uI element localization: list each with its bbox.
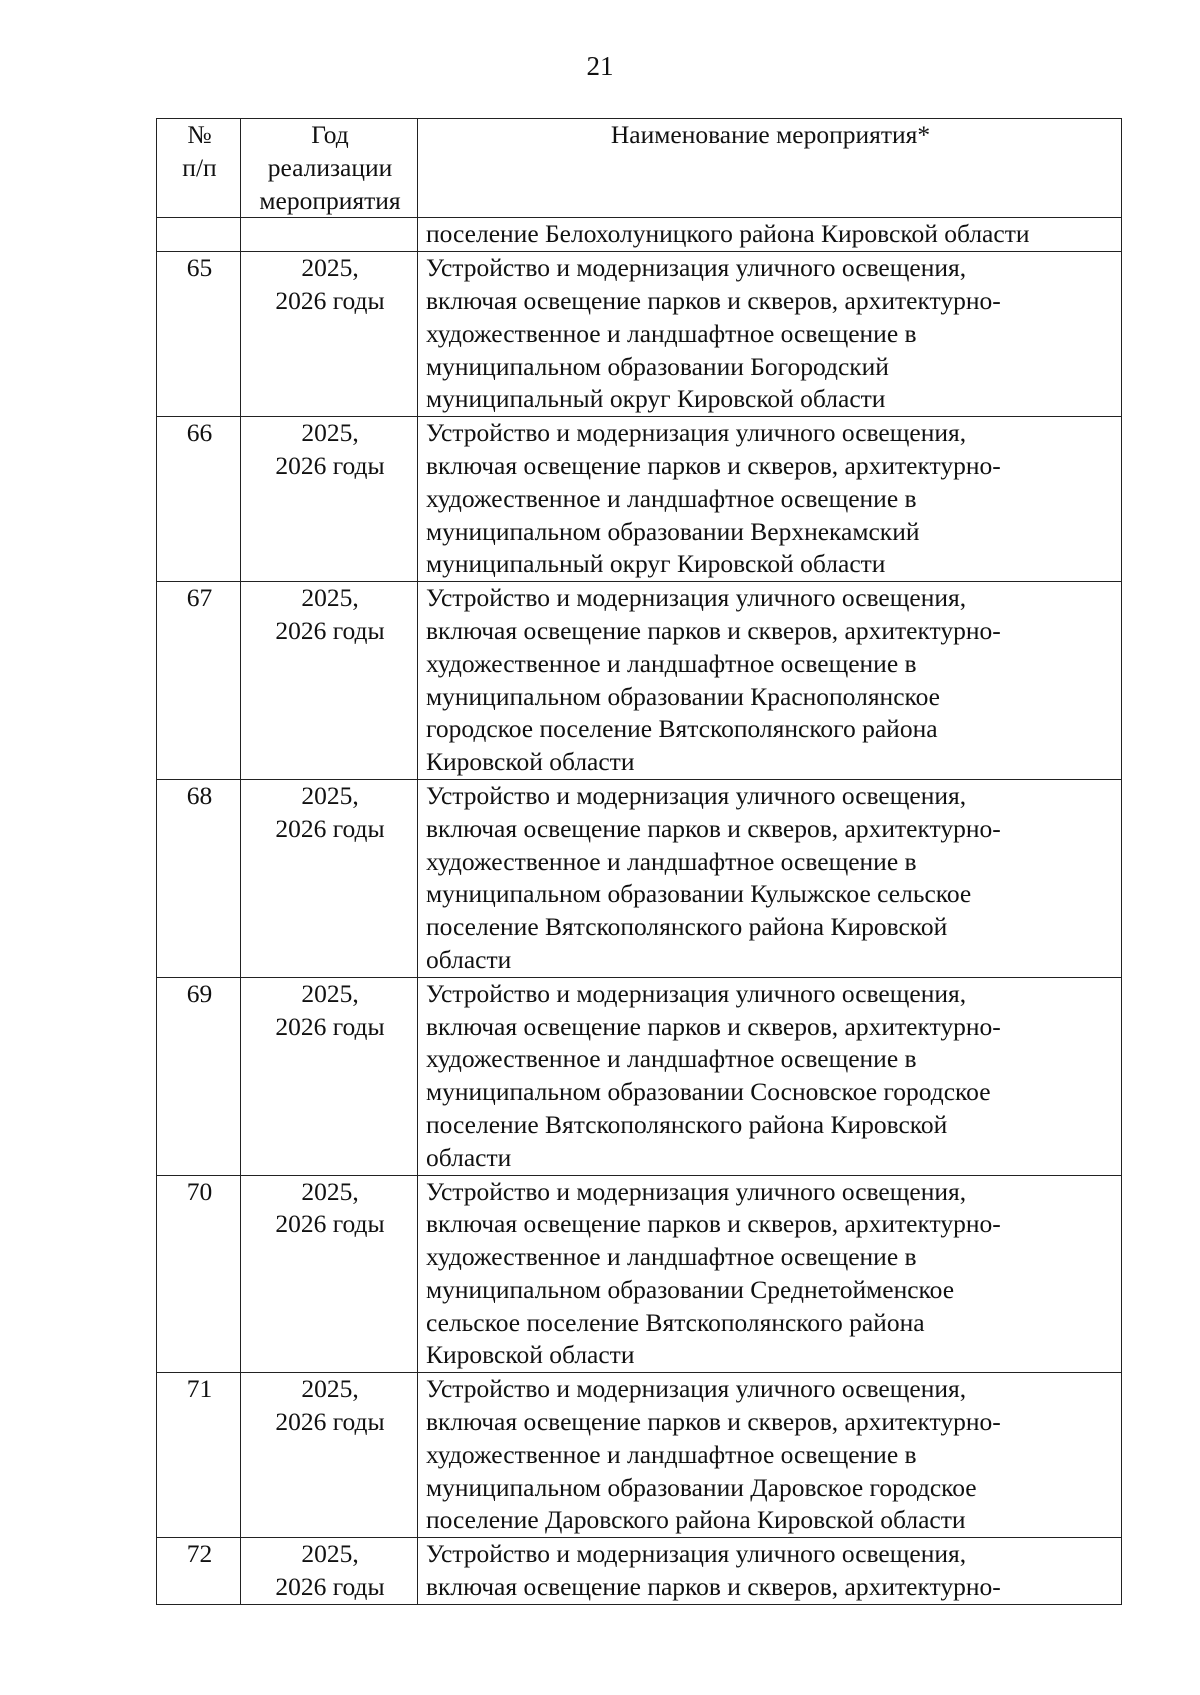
table-body xyxy=(157,218,1122,1604)
row-year-line: 2026 годы xyxy=(275,450,385,480)
row-year xyxy=(241,252,418,417)
header-number-line: п/п xyxy=(182,152,217,182)
table-row xyxy=(157,252,1122,417)
table-row xyxy=(157,977,1122,1175)
row-year xyxy=(241,779,418,977)
row-name-line: поселение Вятскополянского района Кировской xyxy=(426,912,948,942)
row-name-line: включая освещение парков и скверов, архитектурно- xyxy=(426,615,1001,645)
row-name-line: поселение Белохолуницкого района Кировской области xyxy=(426,219,1030,249)
row-name xyxy=(418,1373,1122,1538)
row-name-line: включая освещение парков и скверов, архитектурно- xyxy=(426,450,1001,480)
row-name-line: художественное и ландшафтное освещение в xyxy=(426,483,917,513)
row-name-line: Устройство и модернизация уличного освещения, xyxy=(426,583,967,613)
row-year xyxy=(241,1538,418,1605)
row-name-line: муниципальный округ Кировской области xyxy=(426,384,886,414)
row-name-line: включая освещение парков и скверов, архитектурно- xyxy=(426,1407,1001,1437)
table-row xyxy=(157,779,1122,977)
row-year xyxy=(241,1175,418,1373)
row-number: 67 xyxy=(157,582,241,780)
row-name-line: поселение Даровского района Кировской области xyxy=(426,1505,966,1535)
row-name-line: художественное и ландшафтное освещение в xyxy=(426,648,917,678)
row-name xyxy=(418,779,1122,977)
row-name-line: Устройство и модернизация уличного освещения, xyxy=(426,253,967,283)
table-row xyxy=(157,417,1122,582)
table-row xyxy=(157,218,1122,252)
row-year xyxy=(241,417,418,582)
table-row xyxy=(157,1373,1122,1538)
row-year xyxy=(241,582,418,780)
row-name-line: городское поселение Вятскополянского района xyxy=(426,714,938,744)
row-name-line: включая освещение парков и скверов, архитектурно- xyxy=(426,285,1001,315)
page-number: 21 xyxy=(586,51,614,81)
row-name xyxy=(418,1175,1122,1373)
row-year-line: 2025, xyxy=(301,253,359,283)
row-year xyxy=(241,1373,418,1538)
row-number: 66 xyxy=(157,417,241,582)
row-number: 68 xyxy=(157,779,241,977)
header-number xyxy=(157,119,241,218)
row-name-line: поселение Вятскополянского района Кировской xyxy=(426,1109,948,1139)
row-name-line: включая освещение парков и скверов, архитектурно- xyxy=(426,1011,1001,1041)
row-name xyxy=(418,252,1122,417)
table-row xyxy=(157,1175,1122,1373)
row-name-line: включая освещение парков и скверов, архитектурно- xyxy=(426,1209,1001,1239)
row-number: 69 xyxy=(157,977,241,1175)
row-name xyxy=(418,417,1122,582)
row-name-line: муниципальном образовании Богородский xyxy=(426,351,889,381)
row-name-line: муниципальный округ Кировской области xyxy=(426,549,886,579)
row-name-line: муниципальном образовании Краснополянское xyxy=(426,681,940,711)
row-name-line: Устройство и модернизация уличного освещения, xyxy=(426,1176,967,1206)
row-name-line: Кировской области xyxy=(426,1340,635,1370)
row-name-line: области xyxy=(426,944,512,974)
row-name-line: включая освещение парков и скверов, архитектурно- xyxy=(426,1572,1001,1602)
row-year-line: 2025, xyxy=(301,780,359,810)
row-number: 65 xyxy=(157,252,241,417)
row-number: 72 xyxy=(157,1538,241,1605)
row-name-line: художественное и ландшафтное освещение в xyxy=(426,1439,917,1469)
row-number xyxy=(157,218,241,252)
row-name xyxy=(418,977,1122,1175)
header-year-line: мероприятия xyxy=(259,185,401,215)
table-row xyxy=(157,1538,1122,1605)
row-name-line: муниципальном образовании Кулыжское сельское xyxy=(426,879,972,909)
table-row xyxy=(157,582,1122,780)
row-name-line: муниципальном образовании Сосновское городское xyxy=(426,1077,991,1107)
header-name-line: Наименование мероприятия* xyxy=(610,120,931,149)
row-name xyxy=(418,582,1122,780)
row-name-line: Устройство и модернизация уличного освещения, xyxy=(426,978,967,1008)
row-name-line: сельское поселение Вятскополянского района xyxy=(426,1307,925,1337)
row-name-line: художественное и ландшафтное освещение в xyxy=(426,318,917,348)
header-name xyxy=(418,119,1122,218)
row-year xyxy=(241,977,418,1175)
row-name xyxy=(418,1538,1122,1605)
row-name xyxy=(418,218,1122,252)
row-year-line: 2026 годы xyxy=(275,1572,385,1602)
row-year-line: 2025, xyxy=(301,583,359,613)
table-header-row xyxy=(157,119,1122,218)
row-name-line: художественное и ландшафтное освещение в xyxy=(426,846,917,876)
row-year-line: 2025, xyxy=(301,1539,359,1569)
header-year-line: Год xyxy=(311,120,349,149)
row-name-line: Кировской области xyxy=(426,747,635,777)
row-name-line: муниципальном образовании Верхнекамский xyxy=(426,516,920,546)
row-name-line: области xyxy=(426,1142,512,1172)
row-year-line: 2025, xyxy=(301,1374,359,1404)
row-year-line: 2026 годы xyxy=(275,1011,385,1041)
row-name-line: включая освещение парков и скверов, архитектурно- xyxy=(426,813,1001,843)
row-name-line: Устройство и модернизация уличного освещения, xyxy=(426,1374,967,1404)
measures-table xyxy=(156,118,1122,1605)
row-name-line: Устройство и модернизация уличного освещения, xyxy=(426,418,967,448)
row-name-line: художественное и ландшафтное освещение в xyxy=(426,1044,917,1074)
row-year-line: 2026 годы xyxy=(275,813,385,843)
row-number: 70 xyxy=(157,1175,241,1373)
row-year-line: 2025, xyxy=(301,1176,359,1206)
row-name-line: Устройство и модернизация уличного освещения, xyxy=(426,780,967,810)
header-year-line: реализации xyxy=(267,152,393,182)
row-name-line: Устройство и модернизация уличного освещения, xyxy=(426,1539,967,1569)
row-name-line: муниципальном образовании Даровское городское xyxy=(426,1472,977,1502)
row-year-line: 2026 годы xyxy=(275,615,385,645)
row-year-line: 2026 годы xyxy=(275,285,385,315)
row-year-line: 2025, xyxy=(301,978,359,1008)
row-year xyxy=(241,218,418,252)
header-number-line: № xyxy=(187,120,212,149)
row-number: 71 xyxy=(157,1373,241,1538)
row-year-line: 2026 годы xyxy=(275,1209,385,1239)
header-year xyxy=(241,119,418,218)
row-name-line: муниципальном образовании Среднетойменское xyxy=(426,1274,955,1304)
row-year-line: 2025, xyxy=(301,418,359,448)
row-year-line: 2026 годы xyxy=(275,1407,385,1437)
row-name-line: художественное и ландшафтное освещение в xyxy=(426,1242,917,1272)
